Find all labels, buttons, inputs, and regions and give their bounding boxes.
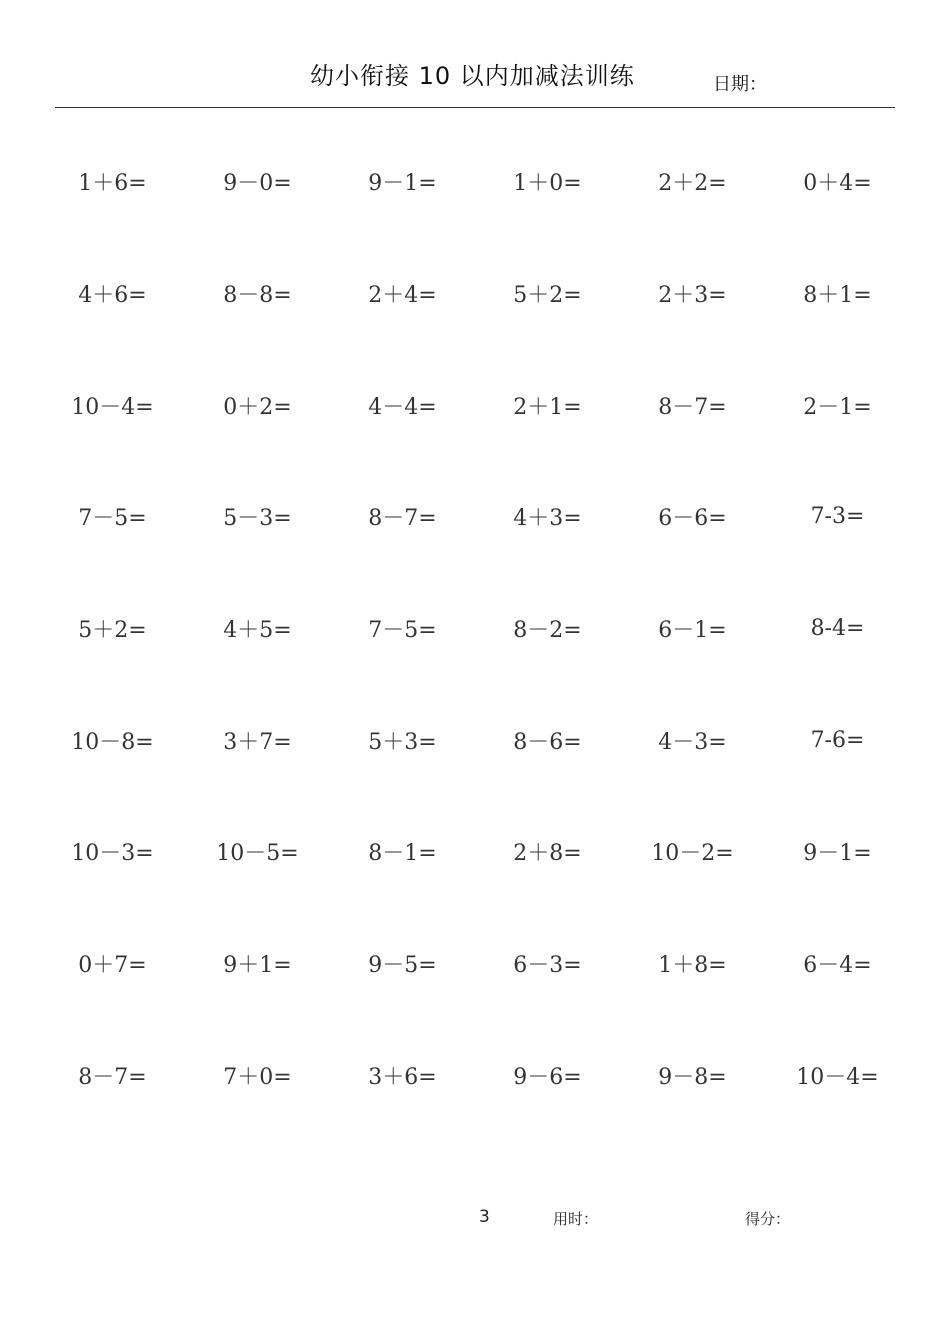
math-problem: 1＋6= <box>78 171 147 197</box>
math-problem: 4＋6= <box>78 283 147 309</box>
math-problem: 5＋2= <box>513 283 582 309</box>
math-problem: 6－1= <box>658 618 727 644</box>
math-problem: 6－4= <box>803 953 872 979</box>
math-problem: 3＋6= <box>368 1064 437 1090</box>
math-problem: 9－5= <box>368 953 437 979</box>
math-problem: 3＋7= <box>223 729 292 755</box>
math-problem: 8＋1= <box>803 283 872 309</box>
math-problem: 9－1= <box>368 171 437 197</box>
header-divider <box>55 107 895 108</box>
math-problem: 10－2= <box>651 841 734 867</box>
math-problem: 1＋0= <box>513 171 582 197</box>
math-problem: 8－7= <box>368 506 437 532</box>
math-problem: 6－3= <box>513 953 582 979</box>
math-problem: 5＋3= <box>368 729 437 755</box>
math-problem: 10－4= <box>796 1064 879 1090</box>
math-problem: 7－5= <box>78 506 147 532</box>
math-problem: 8－2= <box>513 618 582 644</box>
math-problem: 5－3= <box>223 506 292 532</box>
date-label: 日期： <box>713 74 767 95</box>
math-problem: 10－5= <box>216 841 299 867</box>
math-problem: 10－3= <box>71 841 154 867</box>
problem-grid <box>40 126 910 1131</box>
math-problem: 2－1= <box>803 394 872 420</box>
math-problem: 4＋3= <box>513 506 582 532</box>
math-problem: 0＋7= <box>78 953 147 979</box>
math-problem: 10－4= <box>71 394 154 420</box>
math-problem: 0＋2= <box>223 394 292 420</box>
math-problem: 8－7= <box>658 394 727 420</box>
math-problem: 9－6= <box>513 1064 582 1090</box>
math-problem: 8－6= <box>513 729 582 755</box>
math-problem: 2＋4= <box>368 283 437 309</box>
math-problem: 7－5= <box>368 618 437 644</box>
page-title: 幼小衔接 10 以内加减法训练 <box>310 62 635 90</box>
math-problem: 5＋2= <box>78 618 147 644</box>
math-problem: 9－0= <box>223 171 292 197</box>
math-problem: 8-4= <box>810 616 865 642</box>
math-problem: 4－4= <box>368 394 437 420</box>
time-used-label: 用时： <box>553 1210 599 1228</box>
score-label: 得分： <box>745 1210 791 1228</box>
math-problem: 9－8= <box>658 1064 727 1090</box>
math-problem: 7＋0= <box>223 1064 292 1090</box>
math-problem: 8－8= <box>223 283 292 309</box>
math-problem: 6－6= <box>658 506 727 532</box>
math-problem: 2＋2= <box>658 171 727 197</box>
math-problem: 7-3= <box>810 504 865 530</box>
math-problem: 9－1= <box>803 841 872 867</box>
math-problem: 8－1= <box>368 841 437 867</box>
math-problem: 0＋4= <box>803 171 872 197</box>
math-problem: 9＋1= <box>223 953 292 979</box>
math-problem: 10－8= <box>71 729 154 755</box>
math-problem: 2＋3= <box>658 283 727 309</box>
math-problem: 7-6= <box>810 727 865 753</box>
page-number: 3 <box>479 1207 490 1227</box>
math-problem: 4＋5= <box>223 618 292 644</box>
math-problem: 4－3= <box>658 729 727 755</box>
math-problem: 2＋1= <box>513 394 582 420</box>
math-problem: 1＋8= <box>658 953 727 979</box>
math-problem: 2＋8= <box>513 841 582 867</box>
math-problem: 8－7= <box>78 1064 147 1090</box>
